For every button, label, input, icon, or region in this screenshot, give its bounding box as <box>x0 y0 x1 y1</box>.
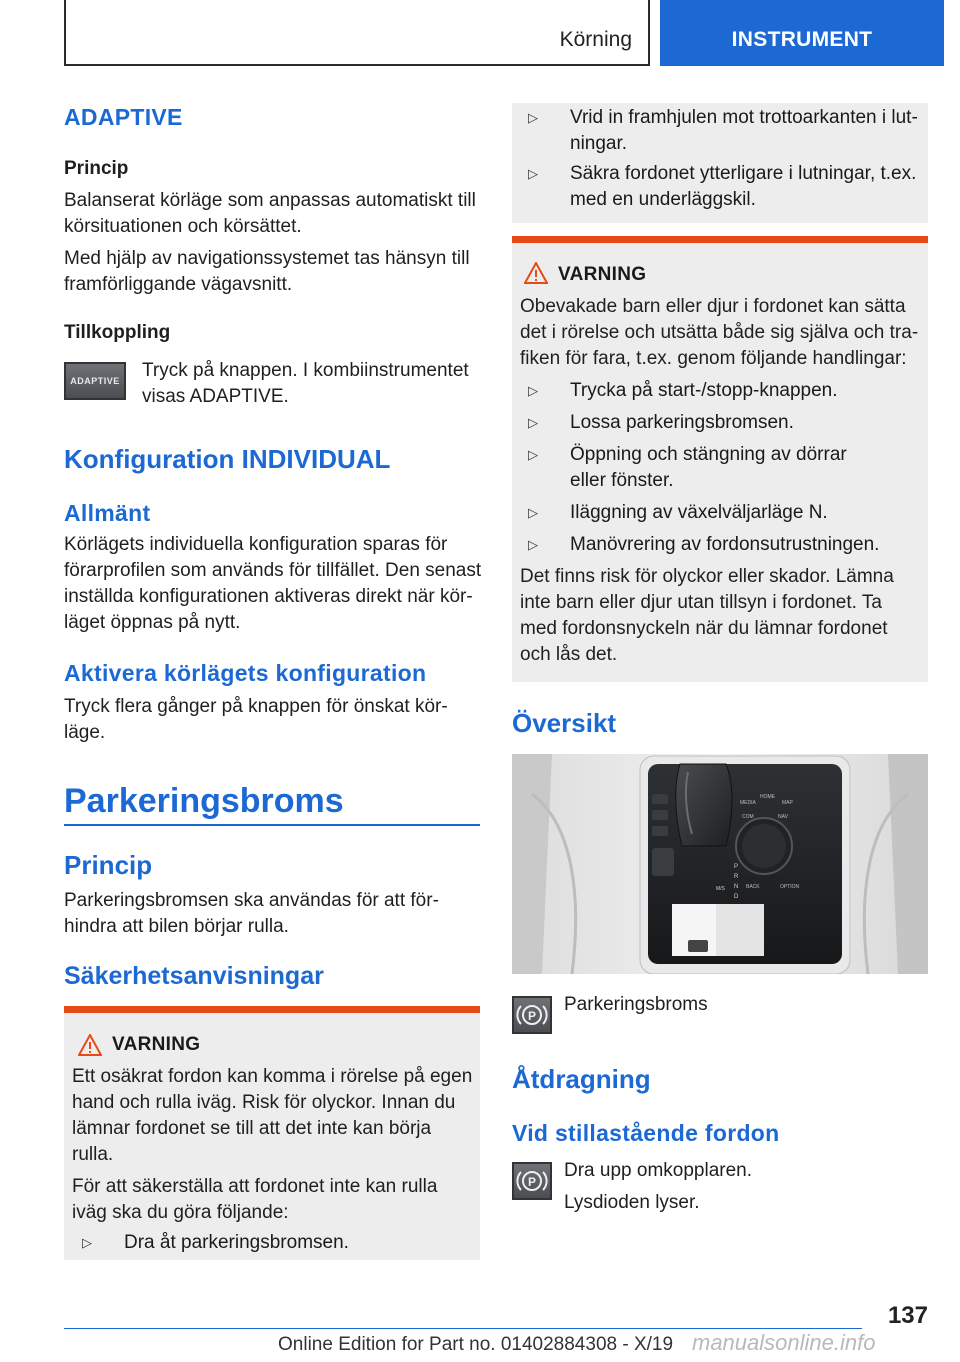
princip-paragraph-1: Balanserat körläge som anpassas automatiskt till körsituationen och körsättet. <box>64 190 476 237</box>
warning-title: VARNING <box>558 264 647 285</box>
aktivera-heading: Aktivera körlägets konfiguration <box>64 660 427 686</box>
console-label-map: MAP <box>782 800 793 806</box>
adaptive-heading: ADAPTIVE <box>64 104 183 130</box>
parking-brake-caption: Parkeringsbroms <box>564 994 708 1015</box>
tillkoppling-label: Tillkoppling <box>64 322 171 343</box>
bullet-text: Vrid in framhjulen mot trottoarkanten i lut-ningar. <box>570 107 918 154</box>
warning-paragraph-1: Ett osäkrat fordon kan komma i rörelse på egen hand och rulla iväg. Risk för olyckor. Innan du lämnar fordonet se till att det inte kan börja rulla. <box>72 1066 473 1165</box>
bullet-triangle-icon: ▷ <box>528 166 538 181</box>
watermark: manualsonline.info <box>692 1330 876 1355</box>
warning-box-2 <box>512 236 928 682</box>
header-section-tab <box>64 0 650 66</box>
warning-bar <box>512 236 928 243</box>
bullet-text: Lossa parkeringsbromsen. <box>570 412 794 433</box>
gear-label-ms: M/S <box>716 886 725 892</box>
bullet-triangle-icon: ▷ <box>528 383 538 398</box>
parking-brake-icon <box>512 996 552 1034</box>
adaptive-button-icon <box>64 362 126 400</box>
console-label-option: OPTION <box>780 884 800 890</box>
heading-underline <box>64 824 480 826</box>
center-console-photo <box>512 754 928 974</box>
gear-label-p: P <box>734 864 739 870</box>
page-number: 137 <box>887 1302 928 1329</box>
princip-label: Princip <box>64 158 129 179</box>
princip-heading: Princip <box>64 850 153 880</box>
parkeringsbroms-heading: Parkeringsbroms <box>64 782 344 820</box>
allmant-heading: Allmänt <box>64 500 151 526</box>
parking-brake-icon <box>512 1162 552 1200</box>
bullet-text: Öppning och stängning av dörrar eller fönster. <box>570 444 847 491</box>
center-console-illustration <box>512 754 928 974</box>
warning-paragraph-2: För att säkerställa att fordonet inte kan rulla iväg ska du göra följande: <box>72 1176 438 1223</box>
oversikt-heading: Översikt <box>512 708 617 738</box>
princip-paragraph: Parkeringsbromsen ska användas för att för-hindra att bilen börjar rulla. <box>64 890 439 937</box>
bullet-triangle-icon: ▷ <box>528 537 538 552</box>
princip-paragraph-2: Med hjälp av navigationssystemet tas hänsyn till framförliggande vägavsnitt. <box>64 248 470 295</box>
gear-label-n: N <box>734 884 739 890</box>
console-label-media: MEDIA <box>740 800 756 806</box>
gear-label-d: D <box>734 894 739 900</box>
tillkoppling-text: Tryck på knappen. I kombiinstrumentet visas ADAPTIVE. <box>142 360 469 407</box>
console-label-com: COM <box>742 814 754 820</box>
bullet-text: Iläggning av växelväljarläge N. <box>570 502 828 523</box>
svg-text:P: P <box>527 1009 537 1023</box>
bullet-triangle-icon: ▷ <box>528 415 538 430</box>
header-section-label: Körning <box>559 28 632 51</box>
stillastaende-heading: Vid stillastående fordon <box>512 1120 780 1146</box>
warning-icon <box>78 1034 102 1056</box>
bullet-triangle-icon: ▷ <box>528 447 538 462</box>
header-chapter-tab <box>660 0 944 66</box>
warning-box-1 <box>64 1006 480 1260</box>
footer-rule <box>64 1328 862 1329</box>
warning-bar <box>64 1006 480 1013</box>
bullet-text: Dra åt parkeringsbromsen. <box>124 1232 349 1253</box>
bullet-triangle-icon: ▷ <box>528 110 538 125</box>
step-2-text: Lysdioden lyser. <box>564 1192 700 1213</box>
warning-title: VARNING <box>112 1034 201 1055</box>
continued-bullets-box <box>512 103 928 223</box>
footer-edition: Online Edition for Part no. 01402884308 - X/19 <box>278 1334 674 1355</box>
console-label-back: BACK <box>746 884 760 890</box>
console-label-home: HOME <box>760 794 775 800</box>
konfiguration-heading: Konfiguration INDIVIDUAL <box>64 444 391 474</box>
adaptive-button-icon-text: ADAPTIVE <box>70 376 120 386</box>
warning-icon <box>524 262 548 284</box>
svg-text:P: P <box>527 1175 537 1189</box>
step-1-text: Dra upp omkopplaren. <box>564 1160 752 1181</box>
bullet-text: Trycka på start-/stopp-knappen. <box>570 380 838 401</box>
bullet-triangle-icon: ▷ <box>82 1235 92 1250</box>
bullet-triangle-icon: ▷ <box>528 505 538 520</box>
aktivera-paragraph: Tryck flera gånger på knappen för önskat kör-läge. <box>64 696 448 743</box>
warning-paragraph-2: Det finns risk för olyckor eller skador. Lämna inte barn eller djur utan tillsyn i fordonet. Ta med fordonsnyckeln när du lämnar fordonet och lås det. <box>520 566 894 665</box>
bullet-text: Säkra fordonet ytterligare i lutningar, t.ex. med en underläggskil. <box>570 163 917 210</box>
header-chapter-label: INSTRUMENT <box>731 28 873 51</box>
console-label-nav: NAV <box>778 814 788 820</box>
bullet-text: Manövrering av fordonsutrustningen. <box>570 534 880 555</box>
gear-label-r: R <box>734 874 739 880</box>
warning-paragraph-1: Obevakade barn eller djur i fordonet kan sätta det i rörelse och utsätta både sig själva och tra-fiken för fara, t.ex. genom följande handlingar: <box>520 296 919 369</box>
atdragning-heading: Åtdragning <box>512 1064 651 1094</box>
sakerhet-heading: Säkerhetsanvisningar <box>64 962 324 990</box>
allmant-paragraph: Körlägets individuella konfiguration sparas för förarprofilen som används för tillfället. Den senast inställda konfigurationen aktiveras direkt när kör-läget öppnas på nytt. <box>64 534 482 633</box>
